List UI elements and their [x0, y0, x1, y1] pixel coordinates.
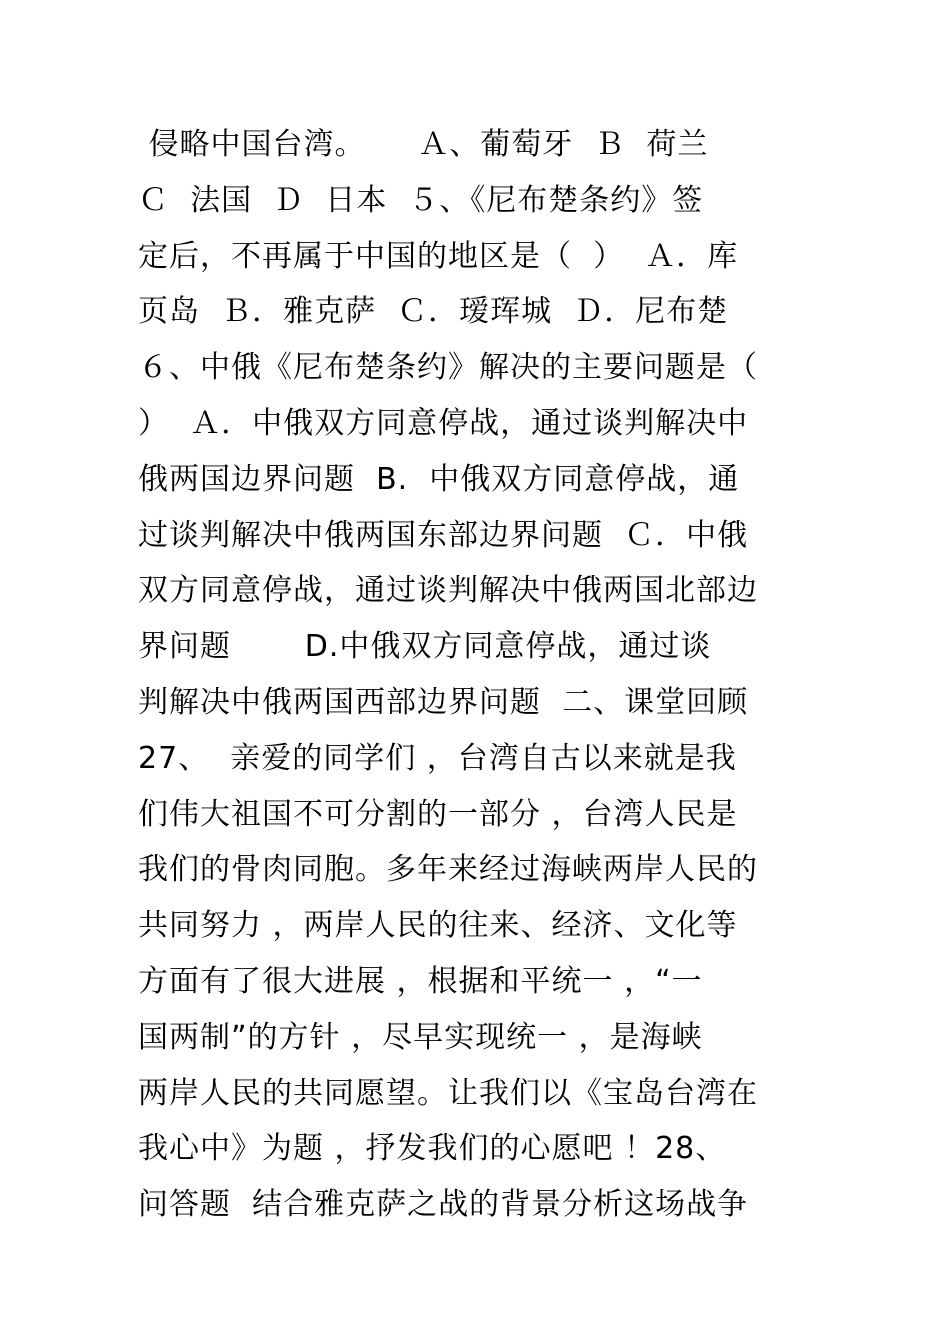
text-line: 27、 亲爱的同学们 ，台湾自古以来就是我: [138, 740, 737, 776]
text-line: 两岸人民的共同愿望。让我们以《宝岛台湾在: [138, 1075, 758, 1111]
text-line: 页岛 Ｂ．雅克萨 Ｃ．瑷珲城 Ｄ．尼布楚: [138, 294, 729, 330]
text-line: 方面有了很大进展 ，根据和平统一 ，“一: [138, 963, 703, 999]
text-line: 共同努力 ，两岸人民的往来、经济、文化等: [138, 908, 738, 944]
text-line: 问答题 结合雅克萨之战的背景分析这场战争: [138, 1187, 749, 1223]
text-line: ） Ａ．中俄双方同意停战，通过谈判解决中: [138, 405, 749, 441]
text-line: 们伟大祖国不可分割的一部分 ，台湾人民是: [138, 796, 738, 832]
text-line: 判解决中俄两国西部边界问题 二、课堂回顾: [138, 684, 749, 720]
text-line: 我心中》为题 ，抒发我们的心愿吧 ！28、: [138, 1131, 727, 1167]
text-line: 双方同意停战，通过谈判解决中俄两国北部边: [138, 573, 758, 609]
text-line: 侵略中国台湾。 Ａ、葡萄牙 Ｂ 荷兰: [138, 127, 709, 162]
text-line: Ｃ 法国 Ｄ 日本 ５、《尼布楚条约》签: [138, 182, 704, 218]
text-line: 定后，不再属于中国的地区是（ ） Ａ．库: [138, 238, 739, 274]
text-line: 国两制”的方针 ，尽早实现统一 ，是海峡: [138, 1019, 703, 1055]
text-line: 俄两国边界问题 B. 中俄双方同意停战，通: [138, 461, 740, 497]
document-body: [138, 117, 818, 1233]
text-line: 过谈判解决中俄两国东部边界问题 Ｃ．中俄: [138, 517, 749, 553]
text-line: ６、中俄《尼布楚条约》解决的主要问题是（: [138, 350, 758, 386]
text-line: 我们的骨肉同胞。多年来经过海峡两岸人民的: [138, 852, 758, 888]
text-line: 界问题 D.中俄双方同意停战，通过谈: [138, 629, 712, 665]
